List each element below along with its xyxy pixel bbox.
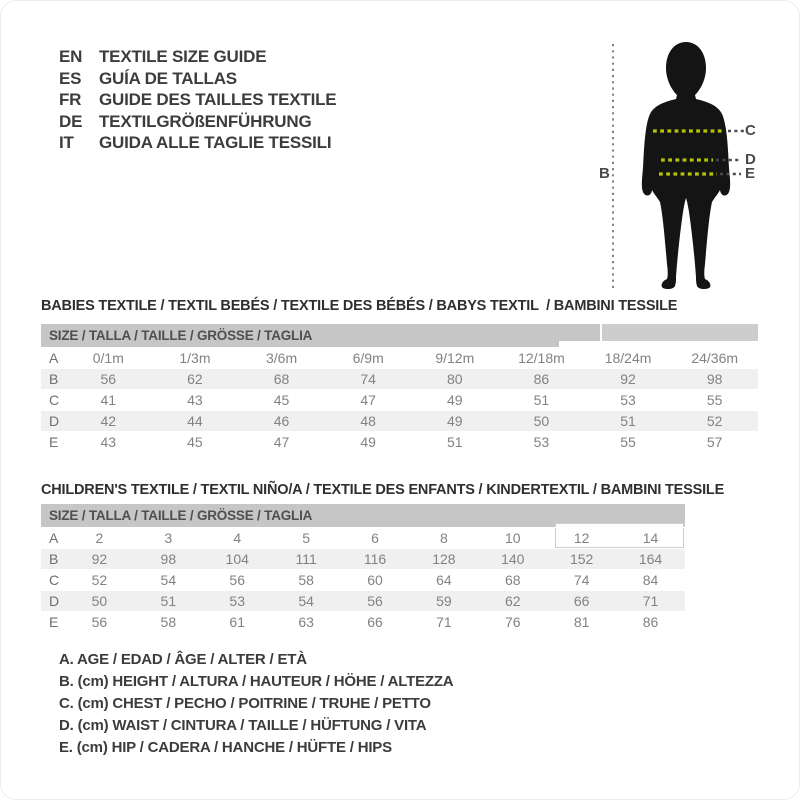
row-label: B — [49, 551, 59, 567]
table-cell: 62 — [504, 593, 521, 609]
table-row — [41, 368, 758, 389]
babies-size-table — [41, 324, 758, 452]
table-cell: 51 — [620, 413, 636, 429]
table-row — [41, 410, 758, 431]
table-cell: 80 — [447, 371, 463, 387]
table-row — [41, 590, 685, 611]
table-cell: 45 — [187, 434, 203, 450]
language-guide-title: GUÍA DE TALLAS — [99, 68, 237, 88]
table-cell: 51 — [447, 434, 463, 450]
table-cell: 68 — [273, 371, 290, 387]
table-cell: 84 — [642, 572, 659, 588]
row-label: A — [49, 530, 59, 546]
language-row — [59, 89, 336, 111]
table-cell: 48 — [360, 413, 376, 429]
table-cell: 51 — [533, 392, 550, 408]
table-cell: 53 — [620, 392, 636, 408]
legend-line: A. AGE / EDAD / ÂGE / ALTER / ETÀ — [59, 651, 307, 668]
table-cell: 45 — [273, 392, 290, 408]
table-cell: 57 — [706, 434, 723, 450]
table-cell: 53 — [229, 593, 245, 609]
language-row — [59, 46, 336, 68]
table-cell: 76 — [504, 614, 521, 630]
table-cell: 152 — [569, 551, 594, 567]
row-label: E — [49, 614, 59, 630]
row-label: B — [49, 371, 59, 387]
table-cell: 66 — [367, 614, 383, 630]
table-cell: 66 — [573, 593, 590, 609]
table-row — [41, 611, 685, 632]
babies-section-title: BABIES TEXTILE / TEXTIL BEBÉS / TEXTILE DES BÉBÉS / BABYS TEXTIL / BAMBINI TESSILE — [41, 298, 678, 314]
row-label: D — [49, 413, 60, 429]
row-label: A — [49, 350, 59, 366]
legend-line: C. (cm) CHEST / PECHO / POITRINE / TRUHE / PETTO — [59, 695, 431, 712]
language-row — [59, 111, 336, 133]
language-code: EN — [59, 47, 83, 66]
hip-measure-label: E — [745, 165, 756, 182]
table-row — [41, 527, 685, 548]
table-cell: 58 — [160, 614, 177, 630]
table-cell: 116 — [363, 551, 387, 567]
child-silhouette-graphic — [594, 34, 770, 296]
table-cell: 12 — [573, 530, 590, 546]
children-size-table — [41, 504, 685, 632]
table-cell: 140 — [501, 551, 525, 567]
table-cell: 50 — [533, 413, 550, 429]
table-cell: 111 — [295, 551, 317, 567]
table-cell: 98 — [160, 551, 177, 567]
table-cell: 43 — [100, 434, 117, 450]
row-label: D — [49, 593, 60, 609]
table-cell: 86 — [533, 371, 550, 387]
babies-table-header-label: SIZE / TALLA / TAILLE / GRÖSSE / TAGLIA — [49, 328, 313, 343]
table-cell: 63 — [298, 614, 314, 630]
language-title-list — [59, 46, 336, 154]
table-cell: 49 — [447, 413, 463, 429]
measurement-legend — [59, 649, 453, 759]
table-cell: 3/6m — [266, 350, 298, 366]
table-cell: 60 — [367, 572, 383, 588]
language-guide-title: TEXTILGRÖßENFÜHRUNG — [99, 111, 312, 131]
table-cell: 44 — [187, 413, 203, 429]
table-cell: 56 — [91, 614, 108, 630]
language-guide-title: GUIDE DES TAILLES TEXTILE — [99, 90, 337, 109]
table-row — [41, 548, 685, 569]
language-row — [59, 132, 336, 154]
table-cell: 52 — [91, 572, 108, 588]
table-cell: 98 — [706, 371, 723, 387]
table-cell: 6 — [371, 530, 379, 546]
table-cell: 53 — [533, 434, 550, 450]
table-cell: 1/3m — [179, 350, 211, 366]
language-guide-title: TEXTILE SIZE GUIDE — [99, 47, 267, 66]
child-silhouette — [642, 42, 730, 289]
table-cell: 24/36m — [691, 350, 739, 366]
table-cell: 54 — [298, 593, 314, 609]
table-cell: 104 — [225, 551, 249, 567]
table-cell: 43 — [187, 392, 203, 408]
language-guide-title: GUIDA ALLE TAGLIE TESSILI — [99, 133, 332, 152]
table-cell: 52 — [706, 413, 723, 429]
table-cell: 55 — [706, 392, 723, 408]
table-cell: 46 — [273, 413, 290, 429]
table-cell: 4 — [233, 530, 242, 546]
table-cell: 41 — [100, 392, 117, 408]
table-cell: 59 — [436, 593, 452, 609]
table-cell: 64 — [436, 572, 452, 588]
table-row — [41, 389, 758, 410]
table-cell: 128 — [432, 551, 456, 567]
children-section-title: CHILDREN'S TEXTILE / TEXTIL NIÑO/A / TEXTILE DES ENFANTS / KINDERTEXTIL / BAMBINI TESSILE — [41, 482, 725, 498]
row-label: C — [49, 572, 60, 588]
language-code: IT — [59, 133, 74, 152]
language-code: FR — [59, 90, 82, 109]
row-label: E — [49, 434, 59, 450]
table-cell: 47 — [360, 392, 376, 408]
table-cell: 74 — [573, 572, 590, 588]
table-cell: 71 — [642, 593, 659, 609]
table-row — [41, 431, 758, 452]
table-cell: 68 — [504, 572, 521, 588]
legend-line: E. (cm) HIP / CADERA / HANCHE / HÜFTE / HIPS — [59, 739, 392, 756]
table-cell: 54 — [160, 572, 177, 588]
table-cell: 56 — [367, 593, 383, 609]
table-cell: 71 — [436, 614, 452, 630]
table-cell: 62 — [187, 371, 203, 387]
table-cell: 12/18m — [518, 350, 565, 366]
chest-measure-label: C — [745, 122, 756, 139]
language-row — [59, 68, 336, 90]
table-row — [41, 569, 685, 590]
table-cell: 61 — [229, 614, 245, 630]
table-cell: 49 — [360, 434, 376, 450]
child-measurement-figure — [594, 34, 770, 296]
table-cell: 5 — [302, 530, 310, 546]
table-cell: 0/1m — [92, 350, 124, 366]
table-cell: 81 — [573, 614, 590, 630]
language-code: DE — [59, 111, 83, 131]
height-measure-label: B — [599, 165, 610, 182]
table-row — [41, 347, 758, 368]
table-cell: 14 — [642, 530, 659, 546]
language-code: ES — [59, 68, 82, 88]
table-cell: 2 — [95, 530, 104, 546]
legend-line: D. (cm) WAIST / CINTURA / TAILLE / HÜFTUNG / VITA — [59, 717, 427, 734]
legend-line: B. (cm) HEIGHT / ALTURA / HAUTEUR / HÖHE / ALTEZZA — [59, 673, 454, 690]
table-cell: 49 — [447, 392, 463, 408]
table-cell: 18/24m — [604, 350, 652, 366]
table-cell: 56 — [100, 371, 117, 387]
table-cell: 58 — [298, 572, 314, 588]
table-cell: 56 — [229, 572, 245, 588]
table-cell: 50 — [91, 593, 108, 609]
table-cell: 6/9m — [352, 350, 384, 366]
table-cell: 74 — [360, 371, 376, 387]
table-cell: 92 — [91, 551, 108, 567]
table-cell: 9/12m — [435, 350, 475, 366]
waist-measure-label: D — [745, 151, 756, 168]
row-label: C — [49, 392, 60, 408]
table-cell: 86 — [642, 614, 659, 630]
children-table-header-label: SIZE / TALLA / TAILLE / GRÖSSE / TAGLIA — [49, 508, 313, 523]
table-cell: 3 — [164, 530, 173, 546]
table-cell: 42 — [100, 413, 117, 429]
table-cell: 92 — [620, 371, 636, 387]
table-cell: 164 — [638, 551, 663, 567]
table-cell: 8 — [439, 530, 448, 546]
table-cell: 47 — [273, 434, 290, 450]
table-cell: 10 — [504, 530, 521, 546]
table-cell: 55 — [620, 434, 636, 450]
table-cell: 51 — [160, 593, 177, 609]
